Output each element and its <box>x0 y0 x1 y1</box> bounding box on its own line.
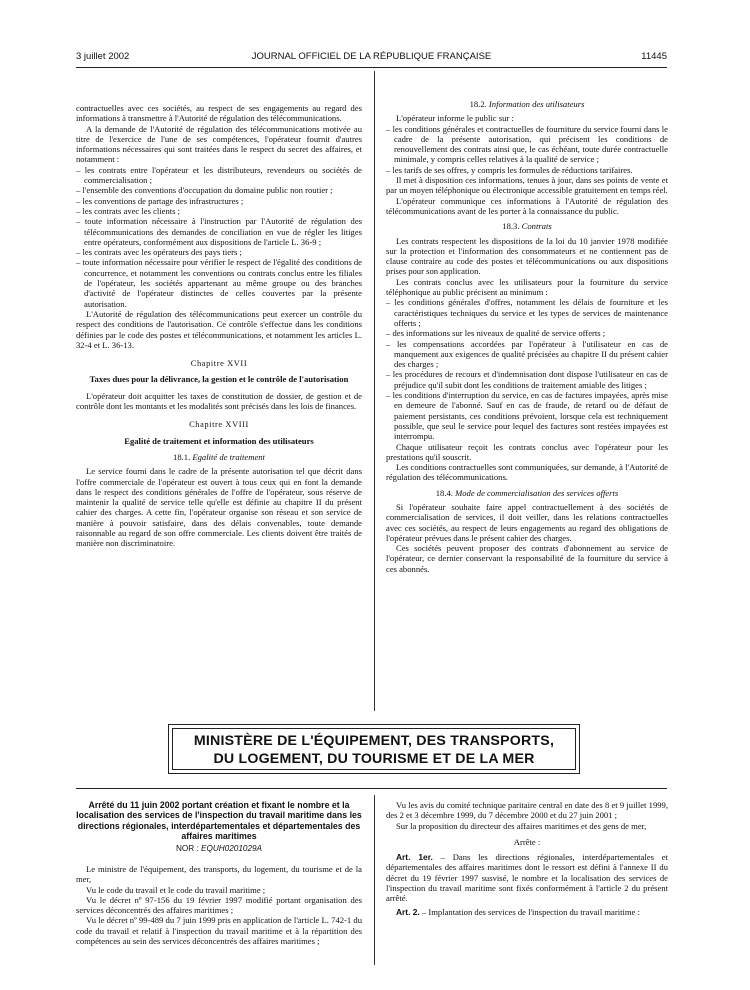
header-rule <box>76 67 667 68</box>
decree-left-column <box>76 800 362 946</box>
paragraph: Vu le décret nº 97-156 du 19 février 1997 modifié portant organisation des services déconcentrés des affaires maritimes ; <box>76 894 362 916</box>
paragraph: L'opérateur communique ces informations à l'Autorité de régulation des télécommunications avant de les porter à la connaissance du public. <box>386 195 668 216</box>
paragraph: Le ministre de l'équipement, des transports, du logement, du tourisme et de la mer, <box>76 863 362 885</box>
article-text: – Implantation des services de l'inspection du travail maritime : <box>421 906 640 917</box>
list-item: – les tarifs de ses offres, y compris les formules de réductions tarifaires. <box>386 165 668 175</box>
chapter-label: Chapitre XVIII <box>189 420 249 430</box>
section-number: 18.4. <box>435 487 453 498</box>
paragraph: Le service fourni dans le cadre de la présente autorisation tel que décrit dans l'offre commerciale de l'opérateur est ouvert à tous ceux qui en font la demande dans le respect des conditions générales de l'offre de l'opérateur, sous réserve de maintenir la qualité de service telle qu'elle est définie au chapitre II du présent cahier des charges. A cette fin, l'opérateur organise son réseau et son service de manière à pouvoir satisfaire, dans des délais convenables, toute demande raisonnable au regard de son offre commerciale. Les clients doivent être traités de manière non discriminatoire. <box>76 466 362 549</box>
article-label: Art. 1er. <box>396 852 433 863</box>
section-rule <box>76 788 667 789</box>
paragraph: L'opérateur doit acquitter les taxes de constitution de dossier, de gestion et de contrôle dont les montants et les modalités sont précisés dans les lois de finances. <box>76 390 362 412</box>
ministry-line: MINISTÈRE DE L'ÉQUIPEMENT, DES TRANSPORTS, <box>193 733 555 749</box>
nor-code: EQUH0201029A <box>201 843 263 853</box>
nor-reference <box>76 844 362 854</box>
section-title: Mode de commercialisation des services offerts <box>455 487 619 498</box>
section-number: 18.1. <box>173 451 191 462</box>
nor-label: NOR : <box>175 843 199 853</box>
list-item: – l'ensemble des conventions d'occupation du domaine public non routier ; <box>76 185 362 195</box>
list-item: – les contrats entre l'opérateur et les distributeurs, revendeurs ou sociétés de commercialisation ; <box>76 165 362 186</box>
list <box>76 165 362 309</box>
paragraph: Ces sociétés peuvent proposer des contrats d'abonnement au service de l'opérateur, ce dernier conservant la responsabilité de la fourniture du service à ces abonnés. <box>386 543 668 574</box>
paragraph: Vu le décret nº 99-489 du 7 juin 1999 pris en application de l'article L. 742-1 du code du travail et relatif à l'inspection du travail maritime et à la répartition des compétences au sein des services déconcentrés des affaires maritimes ; <box>76 915 362 946</box>
list-item: – toute information nécessaire à l'instruction par l'Autorité de régulation des télécommunications des demandes de conciliation en vue de régler les litiges entre opérateurs, conformément aux dispositions de l'article L. 36-9 ; <box>76 216 362 247</box>
paragraph: Vu les avis du comité technique paritaire central en date des 8 et 9 juillet 1999, des 2 et 3 décembre 1999, du 7 décembre 2000 et du 27 juin 2001 ; <box>386 800 668 821</box>
section-number: 18.3. <box>502 221 520 232</box>
journal-title: JOURNAL OFFICIEL DE LA RÉPUBLIQUE FRANÇAISE <box>251 51 492 62</box>
list-item: – toute information nécessaire pour vérifier le respect de l'égalité des conditions de concurrence, et notamment les conventions ou contrats conclus entre les filiales de l'opérateur, les sociétés appartenant au même groupe ou des branches d'activité de l'opérateur distinctes de celles couvertes par la présente autorisation. <box>76 257 362 308</box>
paragraph: A la demande de l'Autorité de régulation des télécommunications motivée au titre de l'exercice de l'une de ses compétences, l'opérateur fournit d'autres informations nécessaires qui sont traitées dans le respect du secret des affaires, et notamment : <box>76 123 362 165</box>
list <box>386 124 668 175</box>
section-heading <box>76 452 362 462</box>
section-number: 18.2. <box>469 99 487 109</box>
list-item: – les conditions d'interruption du service, en cas de factures impayées, après mise en demeure de l'abonné. Sauf en cas de fraude, de retard ou de défaut de paiement persistants, ces conditions prévoient, lorsque cela est techniquement possible, que seul le service pour lequel des factures sont restées impayées est interrompu. <box>386 390 668 441</box>
list-item: – les conditions générales et contractuelles de fourniture du service fourni dans le cadre de la présente autorisation, qui précisent les conditions de renouvellement des contrats ainsi que, le cas échéant, toute durée contractuelle minimale, y compris celles relatives à la qualité de service ; <box>386 124 668 165</box>
paragraph: Les contrats respectent les dispositions de la loi du 10 janvier 1978 modifiée sur la protection et l'information des consommateurs et ne contiennent pas de clause contraire au code des postes et télécommunications ou aux dispositions prises pour son application. <box>386 235 668 277</box>
paragraph: Les conditions contractuelles sont communiquées, sur demande, à l'Autorité de régulation des télécommunications. <box>386 462 668 483</box>
left-column <box>76 103 362 549</box>
list <box>386 297 668 441</box>
chapter-title: Taxes dues pour la délivrance, la gestion et le contrôle de l'autorisation <box>89 374 349 385</box>
article-label: Art. 2. <box>396 906 420 917</box>
page-header <box>76 51 667 65</box>
right-column <box>386 99 668 574</box>
issue-date: 3 juillet 2002 <box>76 51 130 62</box>
list-item: – les contrats avec les clients ; <box>76 206 362 216</box>
list-item: – les compensations accordées par l'opérateur à l'utilisateur en cas de manquement aux exigences de qualité précisées au chapitre II du présent cahier des charges ; <box>386 339 668 370</box>
article-text: – Dans les directions régionales, interdépartementales et départementales des affaires maritimes dont le ressort est défini à l'annexe II du décret du 19 février 1997 susvisé, le nombre et la localisation des services de l'inspection du travail maritime sont fixés conformément à l'article 2 du présent arrêté. <box>386 852 668 904</box>
page-number: 11445 <box>641 51 667 62</box>
article-2 <box>386 907 668 917</box>
paragraph: Si l'opérateur souhaite faire appel contractuellement à des sociétés de commercialisation de services, il doit veiller, dans les relations contractuelles avec ces sociétés, au respect de leurs engagements au regard des obligations de l'opérateur prévues dans le présent cahier des charges. <box>386 501 668 543</box>
section-title: Contrats <box>521 221 552 232</box>
list-item: – les conditions générales d'offres, notamment les délais de fourniture et les caractéristiques techniques du service et les types de services de maintenance offerts ; <box>386 297 668 328</box>
paragraph: Vu le code du travail et le code du travail maritime ; <box>86 884 266 895</box>
section-heading <box>386 221 668 231</box>
paragraph: Sur la proposition du directeur des affaires maritimes et des gens de mer, <box>396 820 647 831</box>
list-item: – des informations sur les niveaux de qualité de service offerts ; <box>386 328 668 338</box>
paragraph: Les contrats conclus avec les utilisateurs pour la fourniture du service téléphonique au public précisent au minimum : <box>386 276 668 298</box>
chapter-title: Egalité de traitement et information des utilisateurs <box>124 435 314 446</box>
ministry-banner <box>172 728 576 770</box>
paragraph: L'Autorité de régulation des télécommunications peut exercer un contrôle du respect des conditions de l'autorisation. Ce contrôle s'effectue dans les conditions définies par le code des postes et télécommunications, et notamment les articles L. 32-4 et L. 36-13. <box>76 308 362 350</box>
section-heading <box>386 99 668 109</box>
paragraph: L'opérateur informe le public sur : <box>396 113 514 124</box>
column-divider <box>374 71 375 711</box>
paragraph: Il met à disposition ces informations, tenues à jour, dans ses points de vente et par un moyen téléphonique ou électronique accessible gratuitement en temps réel. <box>386 175 668 196</box>
arrete-heading: Arrête : <box>513 836 541 847</box>
section-title: Egalité de traitement <box>192 451 265 462</box>
list-item: – les contrats avec les opérateurs des pays tiers ; <box>76 247 362 257</box>
section-title: Information des utilisateurs <box>488 99 585 109</box>
column-divider <box>374 795 375 965</box>
list-item: – les conventions de partage des infrastructures ; <box>76 196 362 206</box>
decree-right-column <box>386 800 668 917</box>
ministry-line: DU LOGEMENT, DU TOURISME ET DE LA MER <box>213 751 535 767</box>
section-heading <box>386 488 668 498</box>
paragraph: contractuelles avec ces sociétés, au respect de ses engagements au regard des informations à transmettre à l'Autorité de régulation des télécommunications. <box>76 103 362 124</box>
list-item: – les procédures de recours et d'indemnisation dont dispose l'utilisateur en cas de préjudice qu'il subit dont les conditions de traitement amiable des litiges ; <box>386 369 668 390</box>
decree-title: Arrêté du 11 juin 2002 portant création et fixant le nombre et la localisation des services de l'inspection du travail maritime dans les directions régionales, interdépartementales et départementales des affaires maritimes <box>76 800 362 842</box>
paragraph: Chaque utilisateur reçoit les contrats conclus avec l'opérateur pour les prestations qu'il souscrit. <box>386 441 668 462</box>
chapter-label: Chapitre XVII <box>190 359 248 369</box>
article-1 <box>386 852 668 903</box>
